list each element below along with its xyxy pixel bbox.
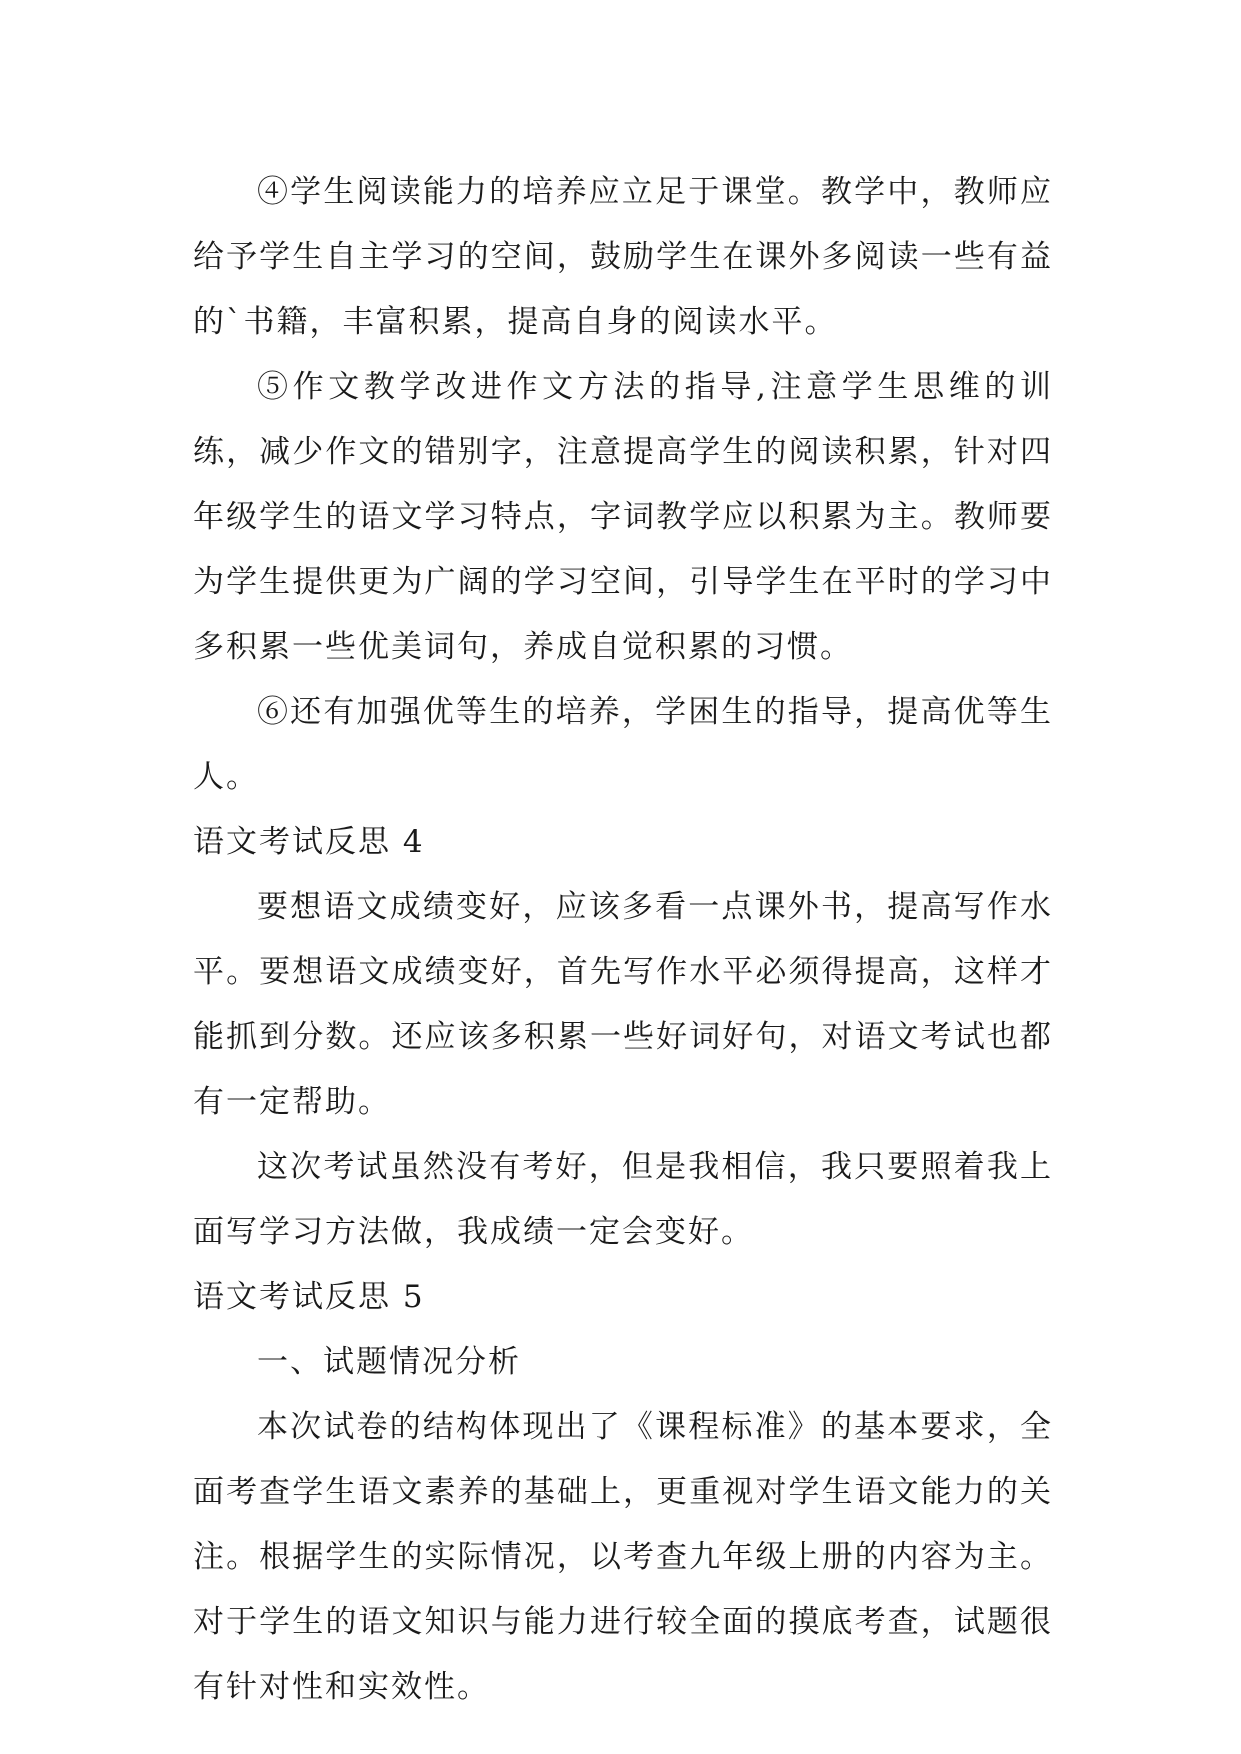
subsection-heading-1: 一、试题情况分析 bbox=[257, 1344, 521, 1380]
paragraph-item-4: ④学生阅读能力的培养应立足于课堂。教学中，教师应给予学生自主学习的空间，鼓励学生在课外多阅读一些有益的`书籍，丰富积累，提高自身的阅读水平。 bbox=[193, 174, 1053, 340]
paragraph-item-6: ⑥还有加强优等生的培养，学困生的指导，提高优等生人。 bbox=[193, 694, 1053, 795]
section-heading-5: 语文考试反思 5 bbox=[193, 1279, 425, 1315]
section-heading-4: 语文考试反思 4 bbox=[193, 824, 425, 860]
paragraph-reflection-4-a: 要想语文成绩变好，应该多看一点课外书，提高写作水平。要想语文成绩变好，首先写作水平必须得提高，这样才能抓到分数。还应该多积累一些好词好句，对语文考试也都有一定帮助。 bbox=[193, 889, 1053, 1120]
paragraph-analysis: 本次试卷的结构体现出了《课程标准》的基本要求，全面考查学生语文素养的基础上，更重视对学生语文能力的关注。根据学生的实际情况，以考查九年级上册的内容为主。对于学生的语文知识与能力进行较全面的摸底考查，试题很有针对性和实效性。 bbox=[193, 1409, 1053, 1705]
paragraph-item-5: ⑤作文教学改进作文方法的指导,注意学生思维的训练，减少作文的错别字，注意提高学生的阅读积累，针对四年级学生的语文学习特点，字词教学应以积累为主。教师要为学生提供更为广阔的学习空间，引导学生在平时的学习中多积累一些优美词句，养成自觉积累的习惯。 bbox=[193, 369, 1053, 665]
paragraph-reflection-4-b: 这次考试虽然没有考好，但是我相信，我只要照着我上面写学习方法做，我成绩一定会变好。 bbox=[193, 1149, 1053, 1250]
document-body bbox=[193, 160, 1053, 1720]
